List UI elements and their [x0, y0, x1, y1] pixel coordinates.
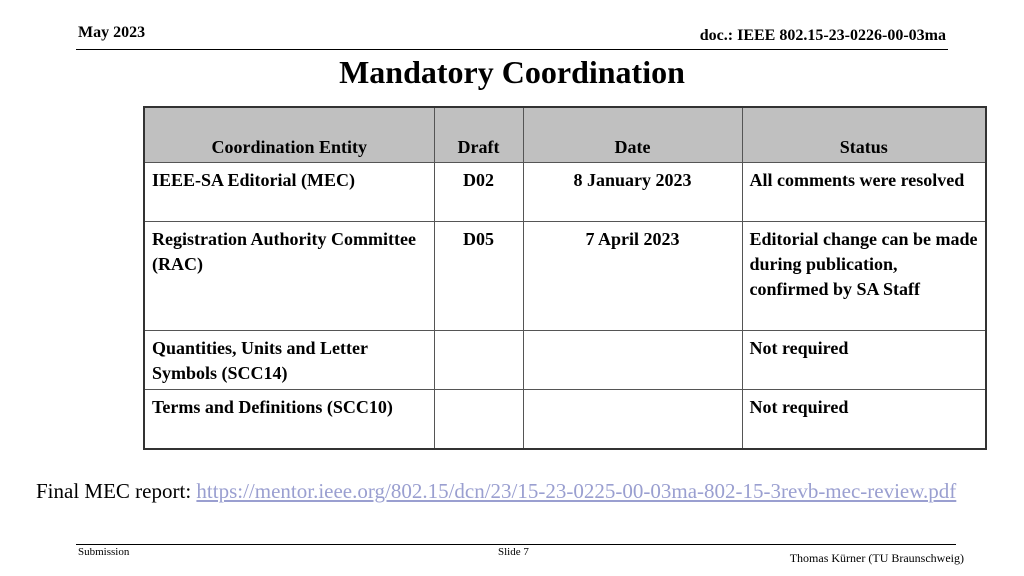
cell-date: 8 January 2023 — [523, 163, 742, 222]
column-header-entity: Coordination Entity — [144, 107, 434, 163]
table-header-row — [144, 107, 986, 163]
cell-draft — [434, 390, 523, 449]
cell-draft: D02 — [434, 163, 523, 222]
table-row — [144, 163, 986, 222]
cell-draft — [434, 331, 523, 390]
slide-title: Mandatory Coordination — [339, 54, 685, 90]
header-doc-id: doc.: IEEE 802.15-23-0226-00-03ma — [699, 27, 946, 44]
column-header-status: Status — [742, 107, 986, 163]
cell-status: Editorial change can be made during publication, confirmed by SA Staff — [742, 222, 986, 331]
cell-date — [523, 390, 742, 449]
cell-status: All comments were resolved — [742, 163, 986, 222]
table-row — [144, 222, 986, 331]
cell-date — [523, 331, 742, 390]
footer-submission: Submission — [78, 546, 130, 558]
coordination-table — [143, 106, 987, 450]
cell-draft: D05 — [434, 222, 523, 331]
column-header-draft: Draft — [434, 107, 523, 163]
column-header-date: Date — [523, 107, 742, 163]
cell-entity: Quantities, Units and Letter Symbols (SCC14) — [144, 331, 434, 390]
footer-author: Thomas Kürner (TU Braunschweig) — [789, 551, 964, 565]
cell-entity: Registration Authority Committee (RAC) — [144, 222, 434, 331]
table-row — [144, 331, 986, 390]
cell-entity: IEEE-SA Editorial (MEC) — [144, 163, 434, 222]
cell-status: Not required — [742, 390, 986, 449]
mec-report-link[interactable]: https://mentor.ieee.org/802.15/dcn/23/15-23-0225-00-03ma-802-15-3revb-mec-review.pdf — [196, 479, 957, 503]
footer-divider — [76, 544, 956, 545]
header-date: May 2023 — [78, 24, 146, 41]
table-row — [144, 390, 986, 449]
cell-date: 7 April 2023 — [523, 222, 742, 331]
header-divider — [76, 49, 948, 50]
mec-report-footnote — [36, 476, 1006, 506]
footnote-label: Final MEC report: — [36, 479, 197, 503]
cell-entity: Terms and Definitions (SCC10) — [144, 390, 434, 449]
footer-slide-number: Slide 7 — [498, 546, 529, 558]
cell-status: Not required — [742, 331, 986, 390]
